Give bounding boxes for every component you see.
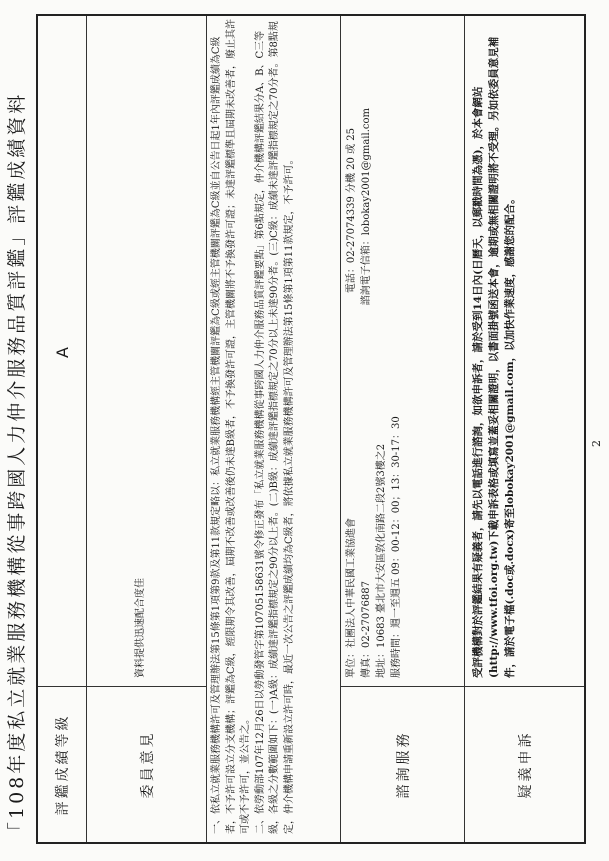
notes-block	[210, 18, 338, 834]
page-number: 2	[590, 440, 603, 447]
contact-address: 地址：10683 臺北市大安區敦化南路二段2號3樓之2	[376, 443, 387, 678]
consultation-details	[344, 18, 462, 678]
evaluation-table	[36, 14, 586, 844]
note-item: 二、依勞動部107年12月26日以勞動發管字第10705158631號令修正發布「私立就業服務機構從事跨國人力仲介服務品質評鑑要點」第6點規定，仲介機構評鑑結果分A、B、C三等級，各級之分數範圍如下：(一)A級：成績達評鑑指標規定之90分以上者。(二)B級：成績達評鑑指標規定之70分以上未達90分者。(三)C級：成績未達評鑑指標規定之70分者。第8點規定，仲介機構申請重新設立許可時，最近一次公告之評鑑成績均為C級者，將依據私立就業服務機構許可及管理辦法第15條第1項第11款規定，不予許可。	[254, 21, 295, 834]
appeal-label: 疑義申訴	[517, 730, 534, 799]
appeal-text: 受評機構對於評鑑結果有疑義者，請先以電話進行諮詢，如欲申訴者，請於受到14日內(日曆天，以郵戳時間為憑)，於本會網站(http://www.tfoi.org.tw)下載申訴表格或填寫並蓋妥相關證明，以書面掛號函送本會，逾期或無相關證明將不受理。另如依委員意見補件，請於電子檔(.doc或.docx)寄至lobokay2001@gmail.com，以加快作業速度，感謝您的配合。	[472, 36, 516, 678]
document-title: 「108年度私立就業服務機構從事跨國人力仲介服務品質評鑑」評鑑成績資料	[6, 91, 28, 841]
committee-opinion-label: 委員意見	[139, 730, 156, 799]
contact-unit: 單位：社團法人中華民國工業協進會	[346, 518, 357, 678]
contact-fax: 傳真：02-27076887	[361, 580, 372, 678]
note-item: 一、依私立就業服務機構許可及管理辦法第15條第1項第9款及第11款規定略以：私立就業服務機構經主管機關評鑑為C級或經主管機關評鑑為C級並自公告日起1年內評鑑成績為C級者，不予許可設立分支機構；評鑑為C級，經限期令其改善，屆期不改善或改善後仍未達B級者，不予換發許可證，主管機關將不予換發許可證；未達評鑑標準且屆期未改善者，廢止其許可或不予許可，並公告之。	[211, 19, 251, 834]
row-divider	[206, 16, 207, 842]
contact-hours: 服務時間：週一至週五 09：00-12：00；13：30-17：30	[391, 416, 402, 678]
contact-email: 諮詢電子信箱：lobokay2001@gmail.com	[361, 108, 372, 306]
grade-label: 評鑑成績等級	[55, 713, 71, 816]
grade-value: A	[52, 344, 72, 358]
committee-opinion-value: 資料提供迅速配合度佳	[134, 578, 146, 678]
consultation-label: 諮詢服務	[395, 730, 412, 799]
contact-phone: 電話：02-27074339 分機 20 或 25	[346, 128, 357, 294]
